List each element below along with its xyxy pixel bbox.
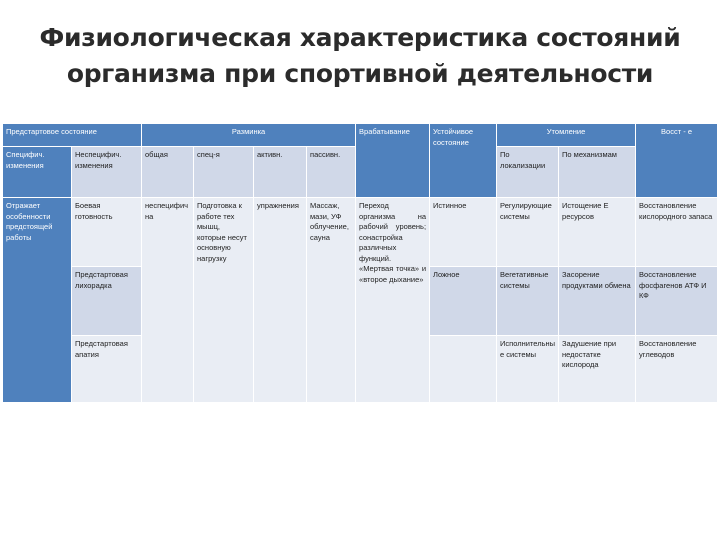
sub-specific: Специфич. изменения xyxy=(3,147,72,198)
cell-recovery-o2: Восстановление кислородного запаса xyxy=(636,198,718,267)
sub-active: активн. xyxy=(254,147,307,198)
cell-true-state: Истинное xyxy=(430,198,497,267)
header-recovery: Восст - е xyxy=(636,124,718,198)
sub-passive: пассивн. xyxy=(307,147,356,198)
sub-nonspecific: Неспецифич. изменения xyxy=(72,147,142,198)
states-table xyxy=(2,123,718,403)
title-line-1: Физиологическая характеристика состояний xyxy=(39,23,681,52)
cell-apathy: Предстартовая апатия xyxy=(72,336,142,403)
cell-depletion: Истощение Е ресурсов xyxy=(559,198,636,267)
sub-mechanisms: По механизмам xyxy=(559,147,636,198)
cell-regulatory: Регулирующие системы xyxy=(497,198,559,267)
cell-recovery-carb: Восстановление углеводов xyxy=(636,336,718,403)
header-row xyxy=(3,124,718,147)
header-workin: Врабатывание xyxy=(356,124,430,198)
cell-preparation: Подготовка к работе тех мышц, которые несут основную нагрузку xyxy=(194,198,254,403)
header-fatigue: Утомление xyxy=(497,124,636,147)
sub-general: общая xyxy=(142,147,194,198)
cell-executive: Исполнительные системы xyxy=(497,336,559,403)
cell-vegetative: Вегетативные системы xyxy=(497,267,559,336)
cell-reflects: Отражает особенности предстоящей работы xyxy=(3,198,72,403)
cell-clogging: Засорение продуктами обмена xyxy=(559,267,636,336)
sub-localization: По локализации xyxy=(497,147,559,198)
title-line-2: организма при спортивной деятельности xyxy=(66,59,654,88)
cell-transition: Переход организма на рабочий уровень; сонастройка различных функций. «Мертвая точка» и «второе дыхание» xyxy=(356,198,430,403)
cell-exercises: упражнения xyxy=(254,198,307,403)
cell-combat: Боевая готовность xyxy=(72,198,142,267)
cell-fever: Предстартовая лихорадка xyxy=(72,267,142,336)
cell-false-state: Ложное xyxy=(430,267,497,336)
cell-nonspecific: неспецифична xyxy=(142,198,194,403)
header-warmup: Разминка xyxy=(142,124,356,147)
sub-special: спец-я xyxy=(194,147,254,198)
cell-empty xyxy=(430,336,497,403)
cell-hypoxia: Задушение при недостатке кислорода xyxy=(559,336,636,403)
cell-recovery-phos: Восстановление фосфагенов АТФ И КФ xyxy=(636,267,718,336)
cell-massage: Массаж, мази, УФ облучение, сауна xyxy=(307,198,356,403)
page-title xyxy=(0,20,720,92)
header-steady: Устойчивое состояние xyxy=(430,124,497,198)
header-prestart: Предстартовое состояние xyxy=(3,124,142,147)
table-row xyxy=(3,198,718,267)
